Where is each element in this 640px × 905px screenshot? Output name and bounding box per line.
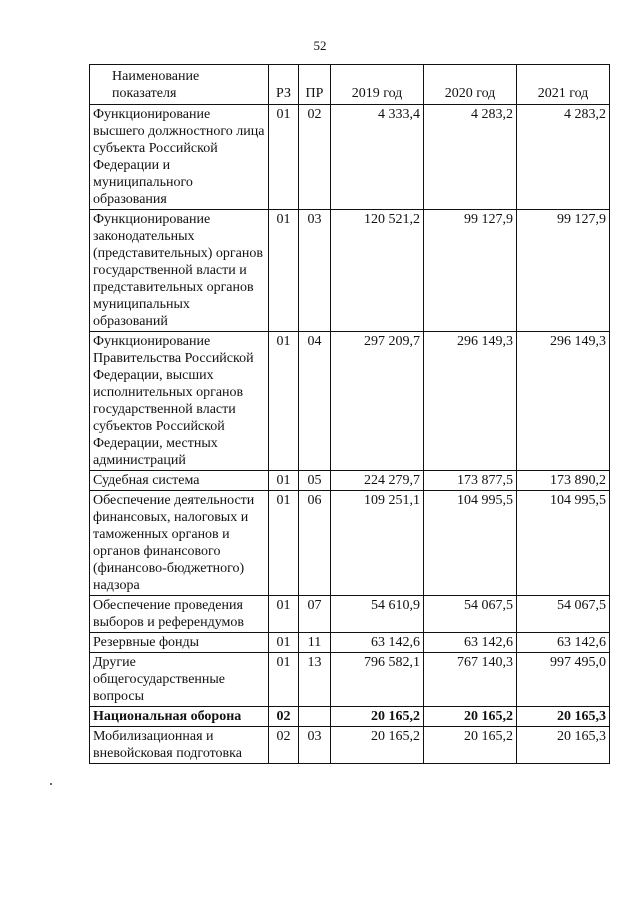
cell-y2020: 104 995,5 bbox=[424, 491, 517, 596]
cell-pr: 07 bbox=[299, 596, 331, 633]
cell-rz: 01 bbox=[269, 105, 299, 210]
cell-name: Обеспечение деятельности финансовых, налоговых и таможенных органов и органов финансового (финансово-бюджетного) надзора bbox=[90, 491, 269, 596]
table-row bbox=[90, 332, 610, 471]
cell-y2019: 20 165,2 bbox=[331, 707, 424, 727]
table-row bbox=[90, 210, 610, 332]
header-name: Наименование показателя bbox=[90, 65, 269, 105]
cell-y2021: 4 283,2 bbox=[517, 105, 610, 210]
cell-pr bbox=[299, 707, 331, 727]
cell-y2019: 120 521,2 bbox=[331, 210, 424, 332]
table-row bbox=[90, 471, 610, 491]
cell-y2021: 296 149,3 bbox=[517, 332, 610, 471]
scan-speck bbox=[50, 783, 52, 785]
cell-pr: 04 bbox=[299, 332, 331, 471]
cell-y2019: 63 142,6 bbox=[331, 633, 424, 653]
cell-name: Судебная система bbox=[90, 471, 269, 491]
cell-y2020: 20 165,2 bbox=[424, 727, 517, 764]
cell-pr: 03 bbox=[299, 210, 331, 332]
cell-y2020: 4 283,2 bbox=[424, 105, 517, 210]
cell-name: Резервные фонды bbox=[90, 633, 269, 653]
cell-rz: 01 bbox=[269, 653, 299, 707]
budget-table bbox=[89, 64, 610, 764]
cell-y2021: 20 165,3 bbox=[517, 727, 610, 764]
cell-y2021: 54 067,5 bbox=[517, 596, 610, 633]
cell-y2020: 296 149,3 bbox=[424, 332, 517, 471]
cell-y2020: 767 140,3 bbox=[424, 653, 517, 707]
cell-y2019: 54 610,9 bbox=[331, 596, 424, 633]
cell-rz: 01 bbox=[269, 471, 299, 491]
cell-name: Функционирование законодательных (представительных) органов государственной власти и представительных органов муниципальных образований bbox=[90, 210, 269, 332]
cell-pr: 13 bbox=[299, 653, 331, 707]
cell-rz: 02 bbox=[269, 707, 299, 727]
table-header-row bbox=[90, 65, 610, 105]
cell-name: Функционирование Правительства Российской Федерации, высших исполнительных органов государственной власти субъектов Российской Федерации, местных администраций bbox=[90, 332, 269, 471]
cell-y2019: 20 165,2 bbox=[331, 727, 424, 764]
table-row bbox=[90, 596, 610, 633]
cell-rz: 01 bbox=[269, 332, 299, 471]
cell-rz: 01 bbox=[269, 633, 299, 653]
cell-name: Обеспечение проведения выборов и референдумов bbox=[90, 596, 269, 633]
cell-rz: 01 bbox=[269, 596, 299, 633]
table-row bbox=[90, 727, 610, 764]
cell-pr: 03 bbox=[299, 727, 331, 764]
cell-y2019: 297 209,7 bbox=[331, 332, 424, 471]
cell-y2021: 99 127,9 bbox=[517, 210, 610, 332]
header-2021: 2021 год bbox=[517, 65, 610, 105]
cell-y2019: 4 333,4 bbox=[331, 105, 424, 210]
page-number: 52 bbox=[313, 38, 327, 53]
cell-name: Функционирование высшего должностного лица субъекта Российской Федерации и муниципального образования bbox=[90, 105, 269, 210]
cell-pr: 06 bbox=[299, 491, 331, 596]
cell-pr: 05 bbox=[299, 471, 331, 491]
cell-rz: 01 bbox=[269, 491, 299, 596]
header-2020: 2020 год bbox=[424, 65, 517, 105]
cell-y2021: 997 495,0 bbox=[517, 653, 610, 707]
cell-name: Мобилизационная и вневойсковая подготовка bbox=[90, 727, 269, 764]
cell-rz: 02 bbox=[269, 727, 299, 764]
cell-pr: 02 bbox=[299, 105, 331, 210]
cell-y2021: 104 995,5 bbox=[517, 491, 610, 596]
cell-y2020: 20 165,2 bbox=[424, 707, 517, 727]
header-rz: РЗ bbox=[269, 65, 299, 105]
cell-pr: 11 bbox=[299, 633, 331, 653]
header-2019: 2019 год bbox=[331, 65, 424, 105]
table-row bbox=[90, 491, 610, 596]
table-row bbox=[90, 707, 610, 727]
cell-y2020: 173 877,5 bbox=[424, 471, 517, 491]
cell-y2019: 109 251,1 bbox=[331, 491, 424, 596]
table-row bbox=[90, 105, 610, 210]
cell-y2019: 796 582,1 bbox=[331, 653, 424, 707]
cell-name: Другие общегосударственные вопросы bbox=[90, 653, 269, 707]
cell-name: Национальная оборона bbox=[90, 707, 269, 727]
header-pr: ПР bbox=[299, 65, 331, 105]
cell-y2021: 20 165,3 bbox=[517, 707, 610, 727]
cell-y2020: 54 067,5 bbox=[424, 596, 517, 633]
cell-rz: 01 bbox=[269, 210, 299, 332]
cell-y2021: 63 142,6 bbox=[517, 633, 610, 653]
cell-y2020: 99 127,9 bbox=[424, 210, 517, 332]
cell-y2020: 63 142,6 bbox=[424, 633, 517, 653]
cell-y2021: 173 890,2 bbox=[517, 471, 610, 491]
table-row bbox=[90, 653, 610, 707]
table-body bbox=[90, 105, 610, 764]
cell-y2019: 224 279,7 bbox=[331, 471, 424, 491]
table-row bbox=[90, 633, 610, 653]
